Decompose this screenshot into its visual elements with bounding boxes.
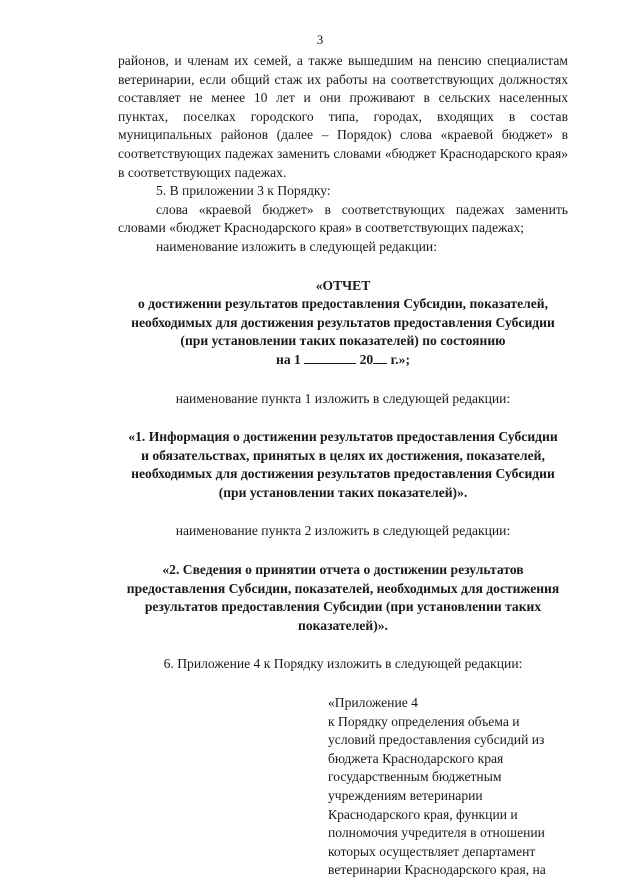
point-1-heading-line2: и обязательствах, принятых в целях их достижения, показателей, [141, 447, 545, 463]
appendix-line8: полномочия учредителя в отношении [328, 825, 545, 841]
appendix-line9: которых осуществляет департамент [328, 843, 536, 859]
appendix-line10: ветеринарии Краснодарского края, на [328, 862, 546, 878]
report-heading-line2: о достижении результатов предоставления Субсидии, показателей, [137, 296, 549, 312]
report-heading-line5 [118, 351, 568, 370]
report-heading-line3: необходимых для достижения результатов предоставления Субсидии [131, 314, 555, 330]
point-2-heading-line3: результатов предоставления Субсидии (при установлении таких [144, 599, 542, 615]
item-5-text-words: слова «краевой бюджет» в соответствующих падежах заменить словами «бюджет Краснодарского края» в соответствующих падежах; [118, 201, 568, 236]
point-1-intro: наименование пункта 1 изложить в следующей редакции: [175, 390, 511, 406]
appendix-line5: государственным бюджетным [328, 769, 502, 785]
point-2-heading [118, 561, 568, 635]
point-2-intro: наименование пункта 2 изложить в следующей редакции: [175, 523, 511, 539]
point-1-heading-line1: «1. Информация о достижении результатов предоставления Субсидии [128, 429, 558, 445]
appendix-4-block [328, 694, 568, 880]
point-1-heading-line4: (при установлении таких показателей)». [218, 484, 468, 500]
report-date-prefix: на 1 [275, 351, 301, 367]
report-date-year: 20 [359, 351, 374, 367]
appendix-line2: к Порядку определения объема и [328, 713, 520, 729]
report-heading-line1: «ОТЧЕТ [315, 277, 371, 293]
item-5-title: 5. В приложении 3 к Порядку: [156, 183, 331, 199]
appendix-line3: условий предоставления субсидий из [328, 732, 545, 748]
item-6-text: 6. Приложение 4 к Порядку изложить в следующей редакции: [163, 656, 523, 672]
point-2-heading-line2: предоставления Субсидии, показателей, необходимых для достижения [126, 580, 560, 596]
point-2-heading-line1: «2. Сведения о принятии отчета о достижении результатов [162, 562, 524, 578]
point-1-heading-line3: необходимых для достижения результатов предоставления Субсидии [131, 466, 555, 482]
report-date-suffix: г.»; [390, 351, 410, 367]
report-heading-line4: (при установлении таких показателей) по состоянию [180, 333, 506, 349]
document-body [118, 52, 568, 880]
point-2-heading-line4: показателей)». [298, 617, 388, 633]
report-date-blank-day [304, 351, 356, 364]
item-5-text-naming: наименование изложить в следующей редакции: [156, 238, 437, 254]
report-heading [118, 277, 568, 370]
appendix-line1: «Приложение 4 [328, 695, 418, 711]
point-1-heading [118, 428, 568, 502]
appendix-line4: бюджета Краснодарского края [328, 750, 504, 766]
page-number: 3 [316, 32, 324, 47]
report-date-blank-year [373, 351, 387, 364]
appendix-line7: Краснодарского края, функции и [328, 806, 518, 822]
appendix-line6: учреждениям ветеринарии [328, 788, 483, 803]
intro-paragraph: районов, и членам их семей, а также вышедшим на пенсию специалистам ветеринарии, если общий стаж их работы на соответствующих должностях составляет не менее 10 лет и они проживают в сельских населенных пунктах, поселках городского типа, городах, входящих в состав муниципальных районов (далее – Порядок) слова «краевой бюджет» в соответствующих падежах заменить словами «бюджет Краснодарского края» в соответствующих падежах. [118, 53, 568, 180]
